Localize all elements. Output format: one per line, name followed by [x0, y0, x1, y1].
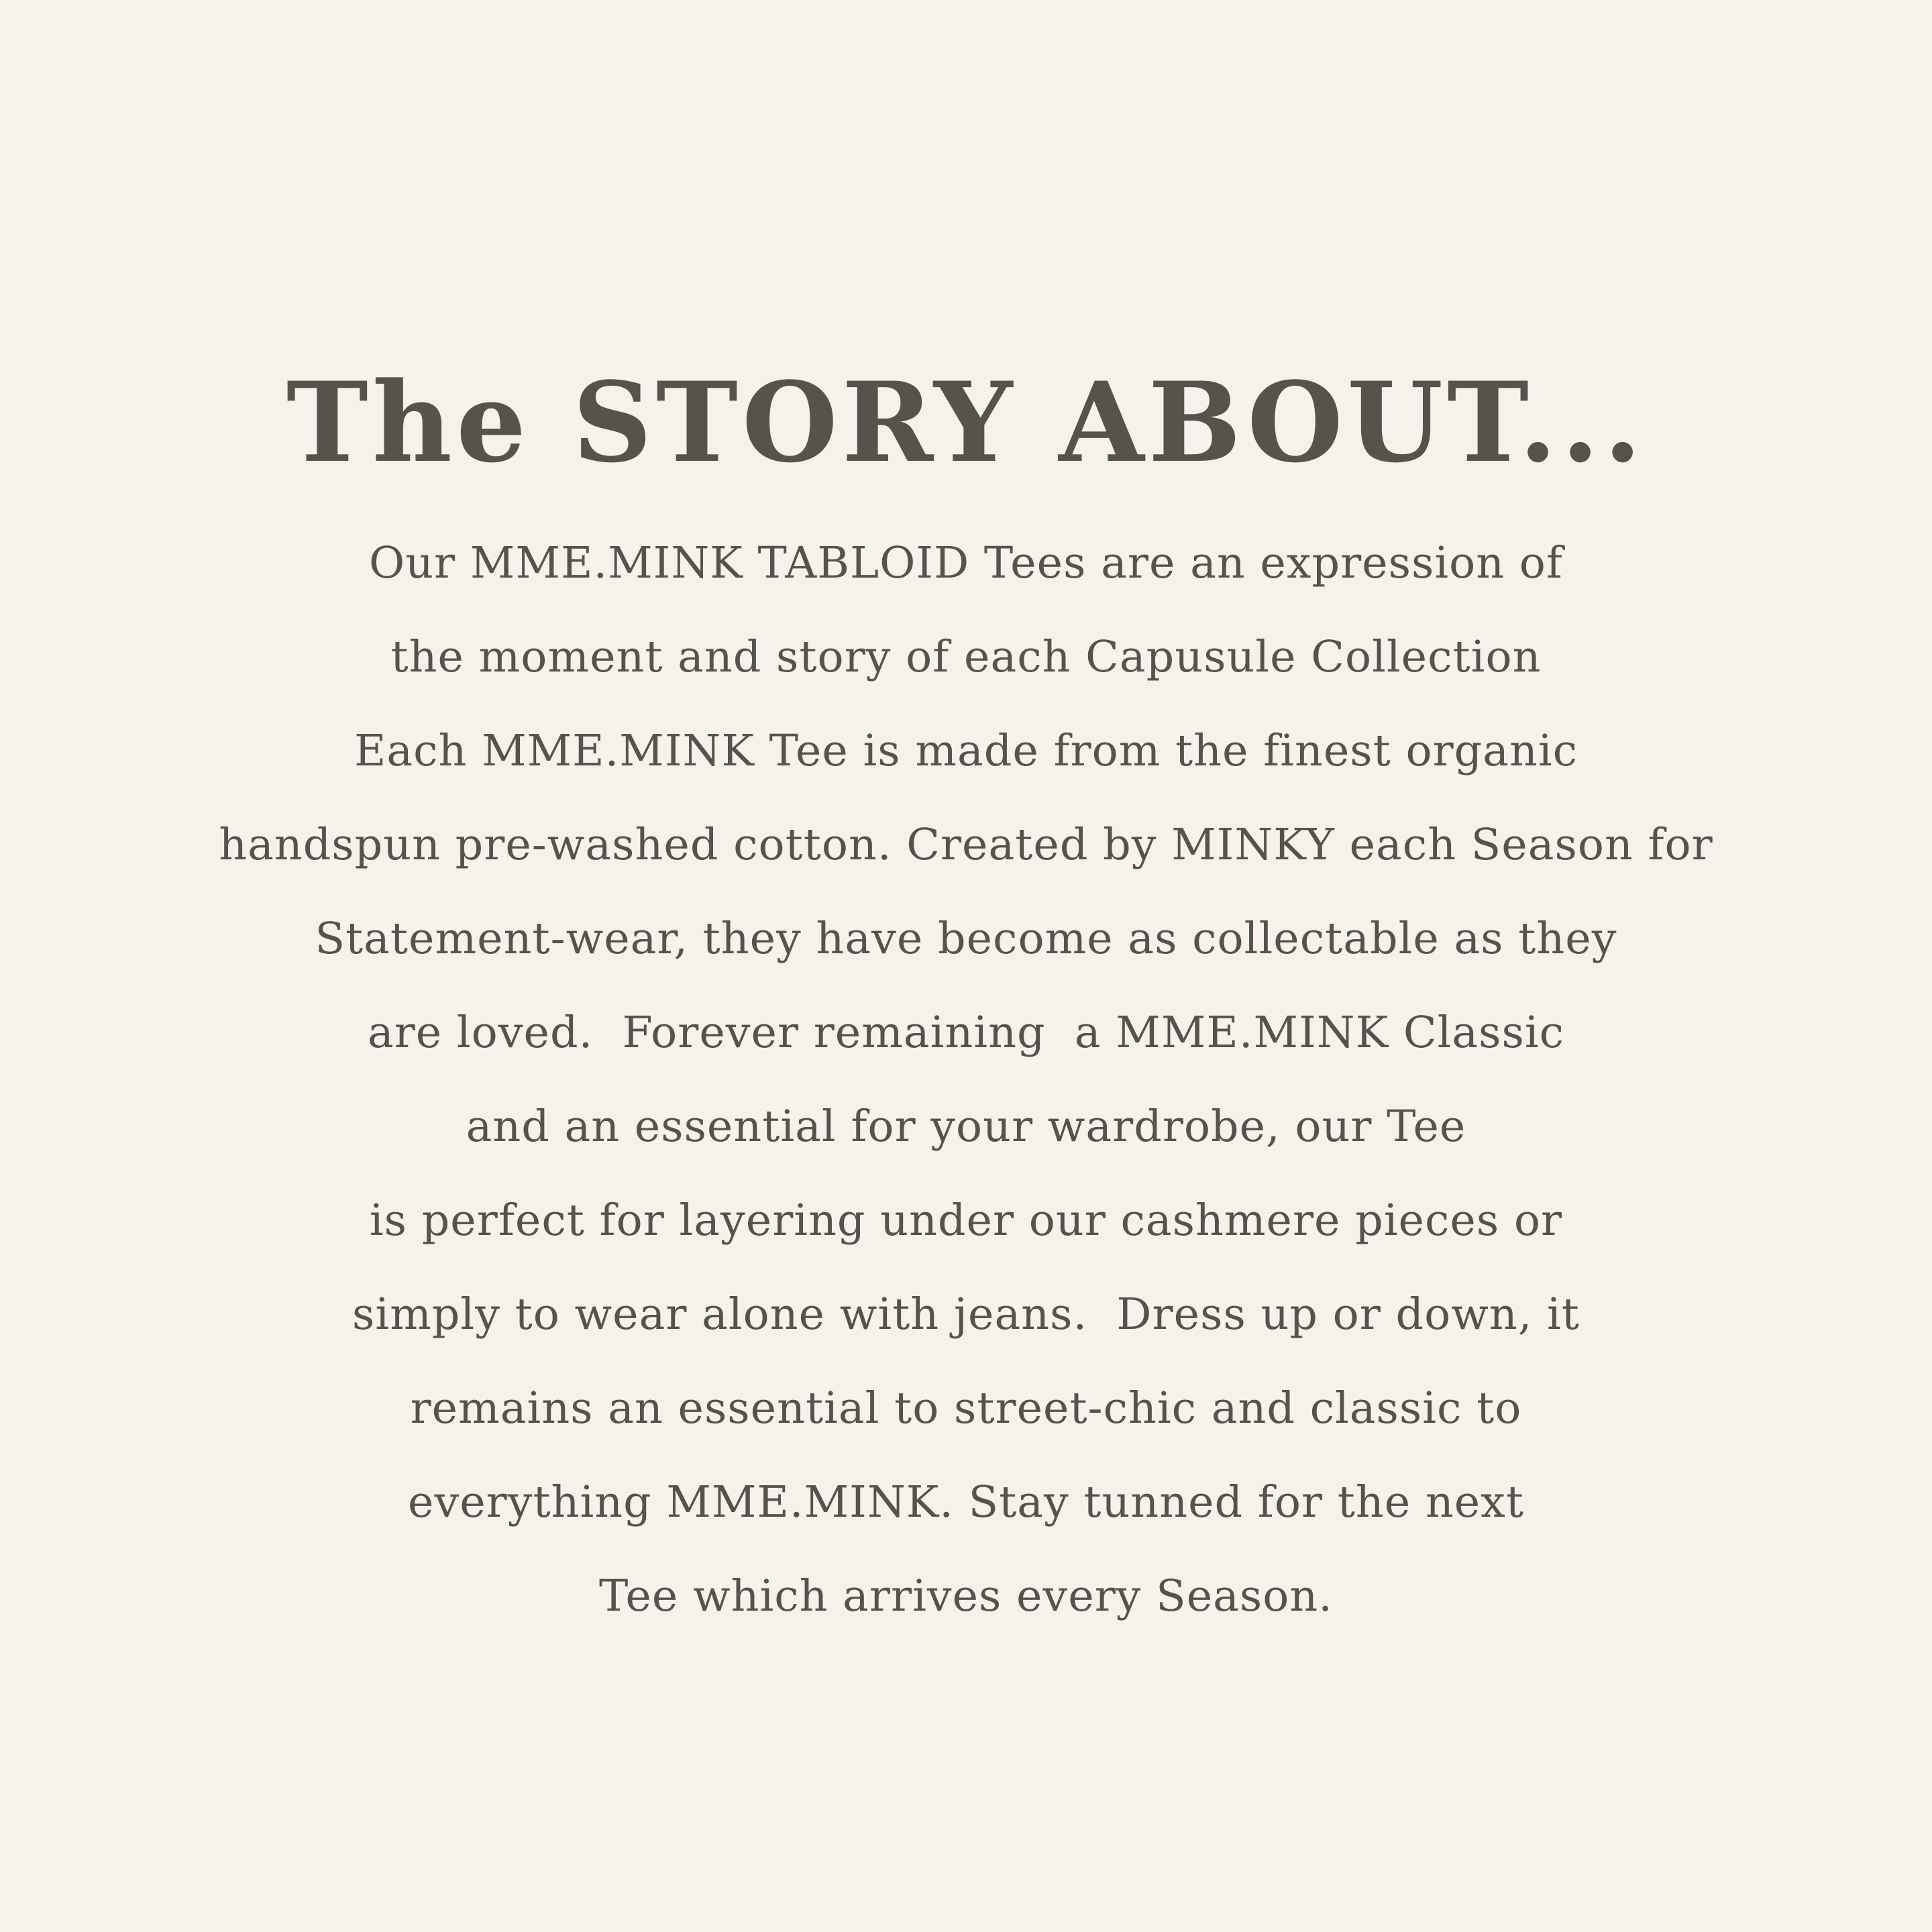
story-line: simply to wear alone with jeans. Dress up or down, it — [352, 1289, 1580, 1340]
story-line: Each MME.MINK Tee is made from the finest organic — [354, 726, 1578, 776]
story-line: Statement-wear, they have become as collectable as they — [315, 914, 1617, 964]
story-line: are loved. Forever remaining a MME.MINK Classic — [367, 1008, 1565, 1058]
story-line: and an essential for your wardrobe, our Tee — [466, 1102, 1466, 1152]
story-body — [0, 517, 1932, 1644]
story-line: handspun pre-washed cotton. Created by MINKY each Season for — [219, 820, 1713, 870]
story-line: is perfect for layering under our cashmere pieces or — [369, 1195, 1563, 1246]
story-line: Tee which arrives every Season. — [599, 1571, 1333, 1621]
story-line: the moment and story of each Capusule Collection — [390, 632, 1542, 682]
page-title: The STORY ABOUT... — [286, 357, 1646, 487]
story-line: Our MME.MINK TABLOID Tees are an expression of — [369, 538, 1563, 588]
story-line: remains an essential to street-chic and classic to — [410, 1383, 1522, 1434]
story-line: everything MME.MINK. Stay tunned for the next — [408, 1477, 1524, 1527]
